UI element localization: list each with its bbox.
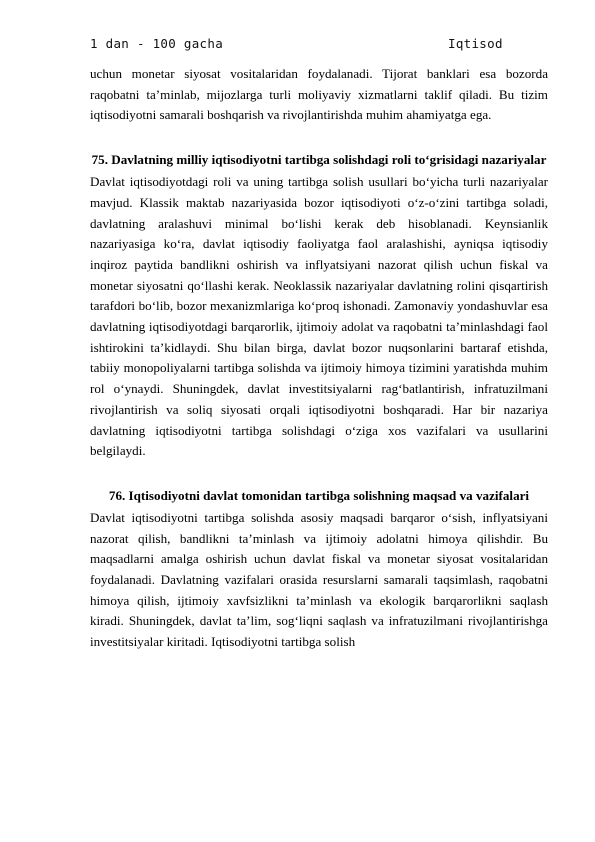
page-header — [90, 36, 510, 56]
intro-paragraph: uchun monetar siyosat vositalaridan foydalanadi. Tijorat banklari esa bozorda raqobatni ta’minlab, mijozlarga turli moliyaviy xizmatlarni taklif qiladi. Bu tizim iqtisodiyotni samarali boshqarish va rivojlantirishda muhim ahamiyatga ega. — [90, 66, 548, 123]
header-subject-label: Iqtisod — [448, 36, 503, 51]
section-heading-76: 76. Iqtisodiyotni davlat tomonidan tartibga solishning maqsad va vazifalari — [108, 487, 530, 503]
section-spacer — [90, 126, 548, 148]
section-heading-75: 75. Davlatning milliy iqtisodiyotni tartibga solishdagi roli to‘grisidagi nazariyalar — [91, 152, 547, 168]
section-paragraph-75: Davlat iqtisodiyotdagi roli va uning tartibga solish usullari bo‘yicha turli nazariyalar mavjud. Klassik maktab nazariyasida bozor iqtisodiyoti o‘z-o‘zini tartibga soladi, davlatning aralashuvi minimal bo‘lishi kerak deb hisoblanadi. Keynsianlik nazariyasiga ko‘ra, davlat iqtisodiy faoliyatga faol aralashishi, ayniqsa iqtisodiy inqiroz paytida bandlikni oshirish va inflyatsiyani nazorat qilish uchun fiskal va monetar siyosatni qo‘llashi kerak. Neoklassik nazariyalar davlatning rolini qisqartirish tarafdori bo‘lib, bozor mexanizmlariga ko‘proq ishonadi. Zamonaviy yondashuvlar esa davlatning iqtisodiyotdagi barqarorlik, ijtimoiy adolat va raqobatni ta’minlashdagi faol ishtirokini ta’kidlaydi. Shu bilan birga, davlat bozor nuqsonlarini bartaraf etishda, tabiiy monopoliyalarni tartibga solishda va ijtimoiy himoya tizimini yaratishda muhim rol o‘ynaydi. Shuningdek, davlat investitsiyalarni rag‘batlantirish, infratuzilmani rivojlantirish va soliq siyosati orqali iqtisodiyotni boshqaradi. Har bir nazariya davlatning iqtisodiyotni tartibga solishdagi o‘ziga xos vazifalari va usullarini belgilaydi. — [90, 174, 548, 459]
section-paragraph-76: Davlat iqtisodiyotni tartibga solishda asosiy maqsadi barqaror o‘sish, inflyatsiyani nazorat qilish, bandlikni ta’minlash va ijtimoiy adolatni himoya qilishdir. Bu maqsadlarni amalga oshirish uchun davlat fiskal va monetar siyosat vositalaridan foydalanadi. Davlatning vazifalari orasida resurslarni samarali taqsimlash, raqobatni himoya qilish, ijtimoiy xavfsizlikni ta’minlash va ekologik barqarorlikni saqlash kiradi. Shuningdek, davlat ta’lim, sog‘liqni saqlash va infratuzilmani rivojlantirishga investitsiyalar kiritadi. Iqtisodiyotni tartibga solish — [90, 509, 548, 650]
document-body — [90, 64, 548, 653]
section-spacer — [90, 462, 548, 484]
header-range-label: 1 dan - 100 gacha — [90, 36, 224, 51]
